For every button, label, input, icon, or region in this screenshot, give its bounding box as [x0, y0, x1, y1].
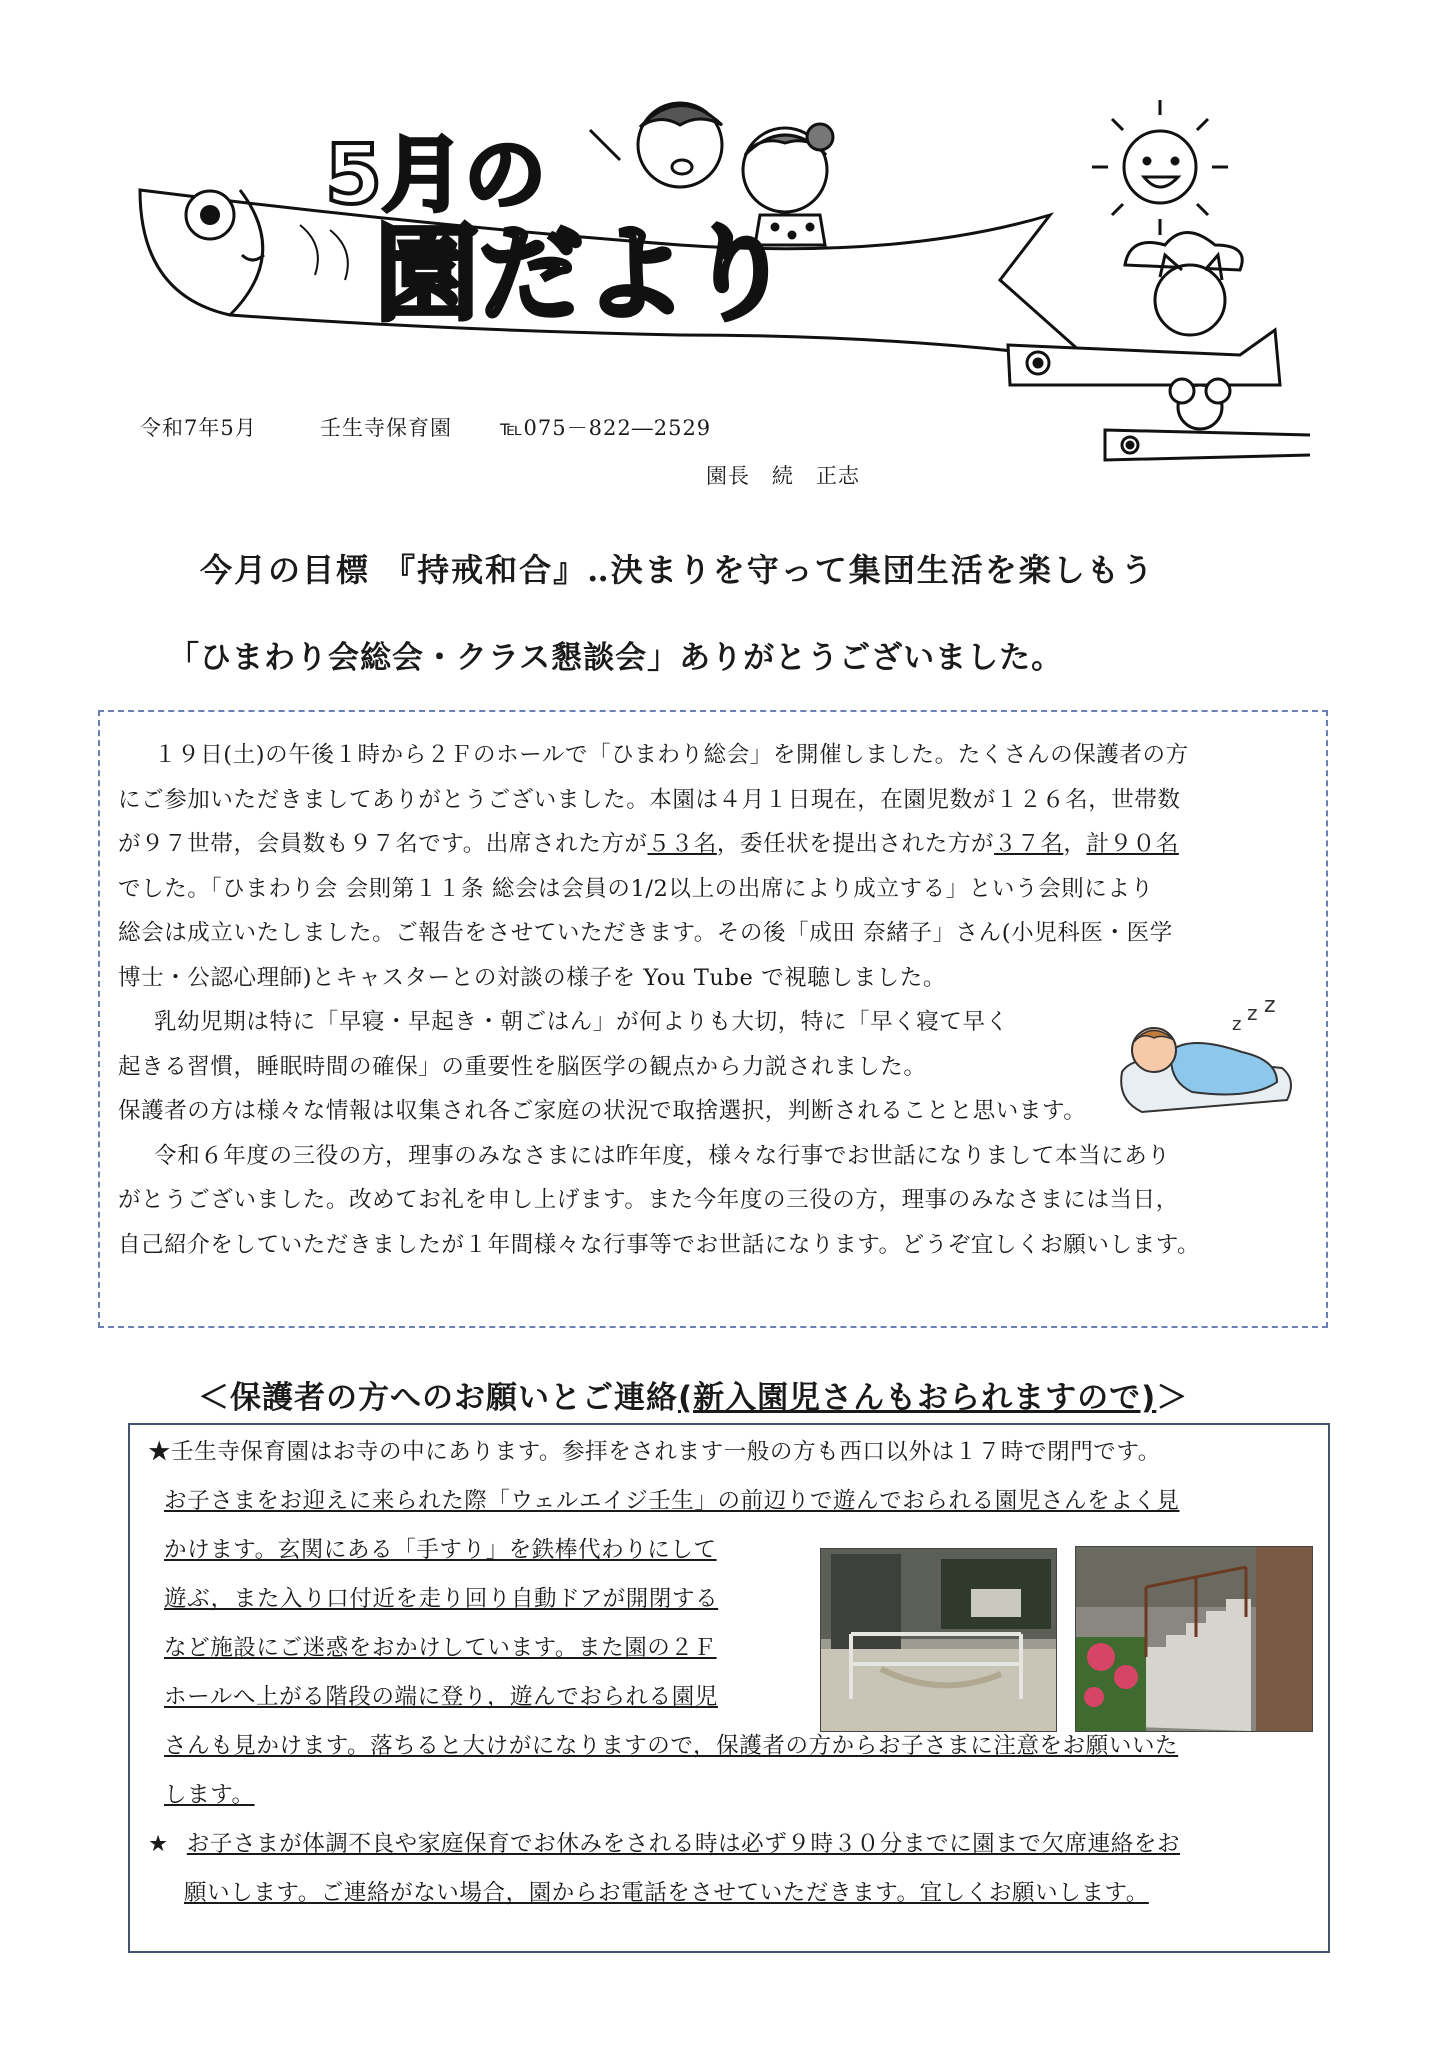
school-name: 壬生寺保育園	[320, 416, 452, 440]
report-line-6: 博士・公認心理師)とキャスターとの対談の様子を You Tube で視聴しました。	[118, 964, 946, 991]
director-title: 園長	[706, 464, 750, 488]
total-count: 計９０名	[1086, 831, 1179, 857]
report-line-2: にご参加いただきましてありがとうございました。本園は４月１日現在，在園児数が１２６名，世帯数	[118, 786, 1181, 813]
report-line-11: がとうございました。改めてお礼を申し上げます。また今年度の三役の方，理事のみなさまには当日，	[118, 1187, 1179, 1213]
monthly-goal: 今月の目標 『持戒和合』‥決まりを守って集団生活を楽しもう	[200, 551, 1155, 589]
report-line-9: 保護者の方は様々な情報は収集され各ご家庭の状況で取捨選択，判断されることと思います。	[118, 1098, 1087, 1124]
section1-heading: 「ひまわり会総会・クラス懇談会」ありがとうございました。	[168, 640, 1064, 676]
report-line-1: １９日(土)の午後１時から２Ｆのホールで「ひまわり総会」を開催しました。たくさんの保護者の方	[154, 742, 1189, 768]
director-name-1: 続	[772, 464, 794, 488]
entrance-handrail-photo	[820, 1548, 1057, 1732]
proxy-count: ３７名	[994, 831, 1064, 857]
notice-line-9: ★ お子さまが体調不良や家庭保育でお休みをされる時は必ず９時３０分までに園まで欠席連絡をお	[148, 1831, 1181, 1857]
sleeping-child-illustration	[1112, 1000, 1300, 1122]
notice-line-5: など施設にご迷惑をおかけしています。また園の２Ｆ	[164, 1635, 717, 1661]
report-line-3: が９７世帯，会員数も９７名です。出席された方が５３名，委任状を提出された方が３７名，計９０名	[118, 831, 1179, 857]
report-line-8: 起きる習慣，睡眠時間の確保」の重要性を脳医学の観点から力説されました。	[118, 1053, 927, 1080]
director-name-2: 正志	[816, 464, 860, 488]
newsletter-date: 令和7年5月	[140, 416, 257, 440]
title-line2: 園だより	[375, 213, 792, 335]
attendees-count: ５３名	[647, 831, 717, 857]
notice-line-8: します。	[164, 1782, 255, 1808]
notice-line-3: かけます。玄関にある「手すり」を鉄棒代わりにして	[164, 1537, 717, 1563]
notice-line-2: お子さまをお迎えに来られた際「ウェルエイジ壬生」の前辺りで遊んでおられる園児さんをよく見	[164, 1488, 1180, 1514]
small-koinobori-illustration	[1008, 255, 1310, 485]
school-phone: ℡075－822―2529	[500, 416, 712, 440]
notice-line-6: ホールへ上がる階段の端に登り，遊んでおられる園児	[164, 1684, 718, 1710]
report-line-10: 令和６年度の三役の方，理事のみなさまには昨年度，様々な行事でお世話になりまして本当にあり	[154, 1142, 1171, 1169]
report-line-7: 乳幼児期は特に「早寝・早起き・朝ごはん」が何よりも大切，特に「早く寝て早く	[154, 1009, 1009, 1035]
title-line1: 5月の	[325, 128, 547, 223]
notice-line-7: さんも見かけます。落ちると大けがになりますので，保護者の方からお子さまに注意をお願いいた	[164, 1733, 1179, 1759]
svg-text:z: z	[1264, 1000, 1276, 1018]
report-line-12: 自己紹介をしていただきましたが１年間様々な行事等でお世話になります。どうぞ宜しくお願いします。	[118, 1231, 1201, 1258]
notice-line-1: ★壬生寺保育園はお寺の中にあります。参拝をされます一般の方も西口以外は１７時で閉門です。	[148, 1439, 1161, 1465]
director-line	[706, 460, 882, 490]
sun-illustration	[1092, 100, 1228, 235]
notice-line-4: 遊ぶ，また入り口付近を走り回り自動ドアが開閉する	[164, 1586, 719, 1612]
svg-text:z: z	[1232, 1014, 1242, 1035]
notice-line-10: 願いします。ご連絡がない場合，園からお電話をさせていただきます。宜しくお願いします。	[184, 1880, 1149, 1906]
header-illustration	[120, 95, 1310, 485]
star-icon: ★	[148, 1831, 169, 1857]
section2-heading: ＜保護者の方へのお願いとご連絡(新入園児さんもおられますので)＞	[198, 1380, 1189, 1416]
report-line-4: でした。「ひまわり会 会則第１１条 総会は会員の1/2以上の出席により成立する」という会則により	[118, 875, 1154, 902]
stairs-photo	[1075, 1546, 1313, 1732]
report-line-5: 総会は成立いたしました。ご報告をさせていただきます。その後「成田 奈緒子」さん(小児科医・医学	[118, 920, 1173, 946]
svg-text:z: z	[1247, 1001, 1258, 1025]
